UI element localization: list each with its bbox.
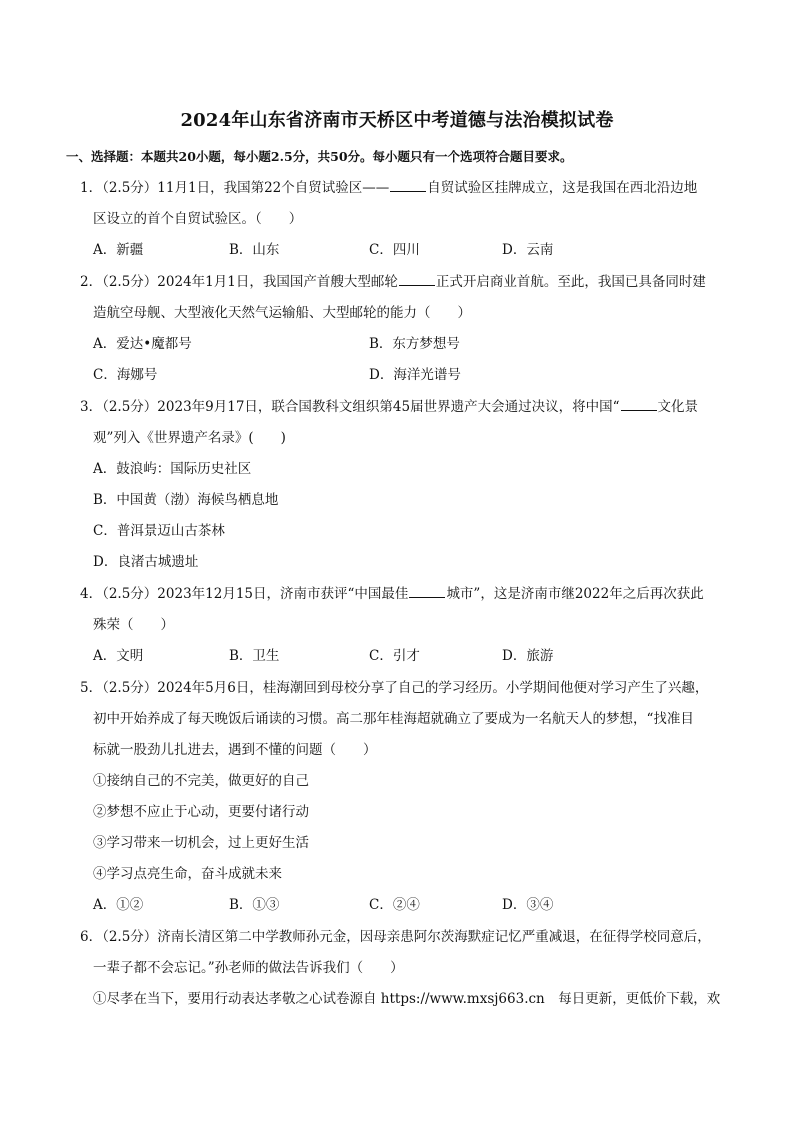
q1-line-2: 区设立的首个自贸试验区。（ ）	[93, 211, 303, 227]
section-heading: 一、选择题：本题共20小题，每小题2.5分，共50分。每小题只有一个选项符合题目要求。	[66, 149, 573, 164]
q1-option-d: D．云南	[502, 242, 554, 258]
q1-line-1: 1．（2.5分）11月1日，我国第22个自贸试验区—— 自贸试验区挂牌成立，这是我国在西北沿边地	[80, 180, 698, 196]
q3-option-a: A．鼓浪屿：国际历史社区	[93, 461, 252, 477]
exam-title: 2024年山东省济南市天桥区中考道德与法治模拟试卷	[180, 110, 614, 131]
q5-option-c: C．②④	[369, 897, 420, 913]
q3-line-1: 3．（2.5分）2023年9月17日，联合国教科文组织第45届世界遗产大会通过决议，将中国“ 文化景	[80, 399, 699, 415]
q1-option-c: C．四川	[369, 242, 420, 258]
q2-option-c: C．海娜号	[93, 367, 158, 383]
answer-blank	[621, 398, 657, 411]
q5-item-1: ①接纳自己的不完美，做更好的自己	[93, 773, 309, 789]
q4-option-d: D．旅游	[502, 648, 554, 664]
q5-option-d: D．③④	[502, 897, 554, 913]
q2-line-2: 造航空母舰、大型液化天然气运输船、大型邮轮的能力（ ）	[93, 305, 471, 321]
q2-option-d: D．海洋光谱号	[369, 367, 461, 383]
q5-option-b: B．①③	[229, 897, 280, 913]
answer-blank	[409, 585, 445, 598]
q5-item-3: ③学习带来一切机会，过上更好生活	[93, 835, 309, 851]
q3-option-b: B．中国黄（渤）海候鸟栖息地	[93, 492, 279, 508]
q5-item-2: ②梦想不应止于心动，更要付诸行动	[93, 804, 309, 820]
q4-option-c: C．引才	[369, 648, 420, 664]
answer-blank	[390, 179, 426, 192]
q2-option-b: B．东方梦想号	[369, 336, 460, 352]
q4-line-1: 4．（2.5分）2023年12月15日，济南市获评“中国最佳 城市”，这是济南市继2022年之后再次获此	[80, 586, 704, 602]
q6-line-3: ①尽孝在当下，要用行动表达孝敬之心试卷源自 https://www.mxsj663.cn 每日更新，更低价下载，欢	[93, 991, 721, 1007]
q4-line-2: 殊荣（ ）	[93, 617, 174, 633]
q1-option-b: B．山东	[229, 242, 280, 258]
q2-line-1: 2．（2.5分）2024年1月1日，我国国产首艘大型邮轮 正式开启商业首航。至此，我国已具备同时建	[80, 274, 706, 290]
q3-option-c: C．普洱景迈山古茶林	[93, 523, 225, 539]
q5-item-4: ④学习点亮生命，奋斗成就未来	[93, 866, 282, 882]
q1-option-a: A．新疆	[93, 242, 144, 258]
q5-option-a: A．①②	[93, 897, 144, 913]
q3-line-2: 观”列入《世界遗产名录》( )	[93, 430, 286, 446]
q5-line-2: 初中开始养成了每天晚饭后诵读的习惯。高二那年桂海超就确立了要成为一名航天人的梦想，“找准目	[93, 711, 694, 727]
q6-line-1: 6．（2.5分）济南长清区第二中学教师孙元金，因母亲患阿尔茨海默症记忆严重减退，在征得学校同意后，	[80, 929, 711, 945]
q5-line-1: 5．（2.5分）2024年5月6日，桂海潮回到母校分享了自己的学习经历。小学期间他便对学习产生了兴趣，	[80, 680, 709, 696]
q6-line-2: 一辈子都不会忘记。”孙老师的做法告诉我们（ ）	[93, 960, 404, 976]
q2-option-a: A．爱达•魔都号	[93, 336, 192, 352]
answer-blank	[399, 273, 435, 286]
q5-line-3: 标就一股劲儿扎进去，遇到不懂的问题（ ）	[93, 742, 377, 758]
q4-option-b: B．卫生	[229, 648, 280, 664]
q4-option-a: A．文明	[93, 648, 144, 664]
q3-option-d: D．良渚古城遗址	[93, 554, 199, 570]
